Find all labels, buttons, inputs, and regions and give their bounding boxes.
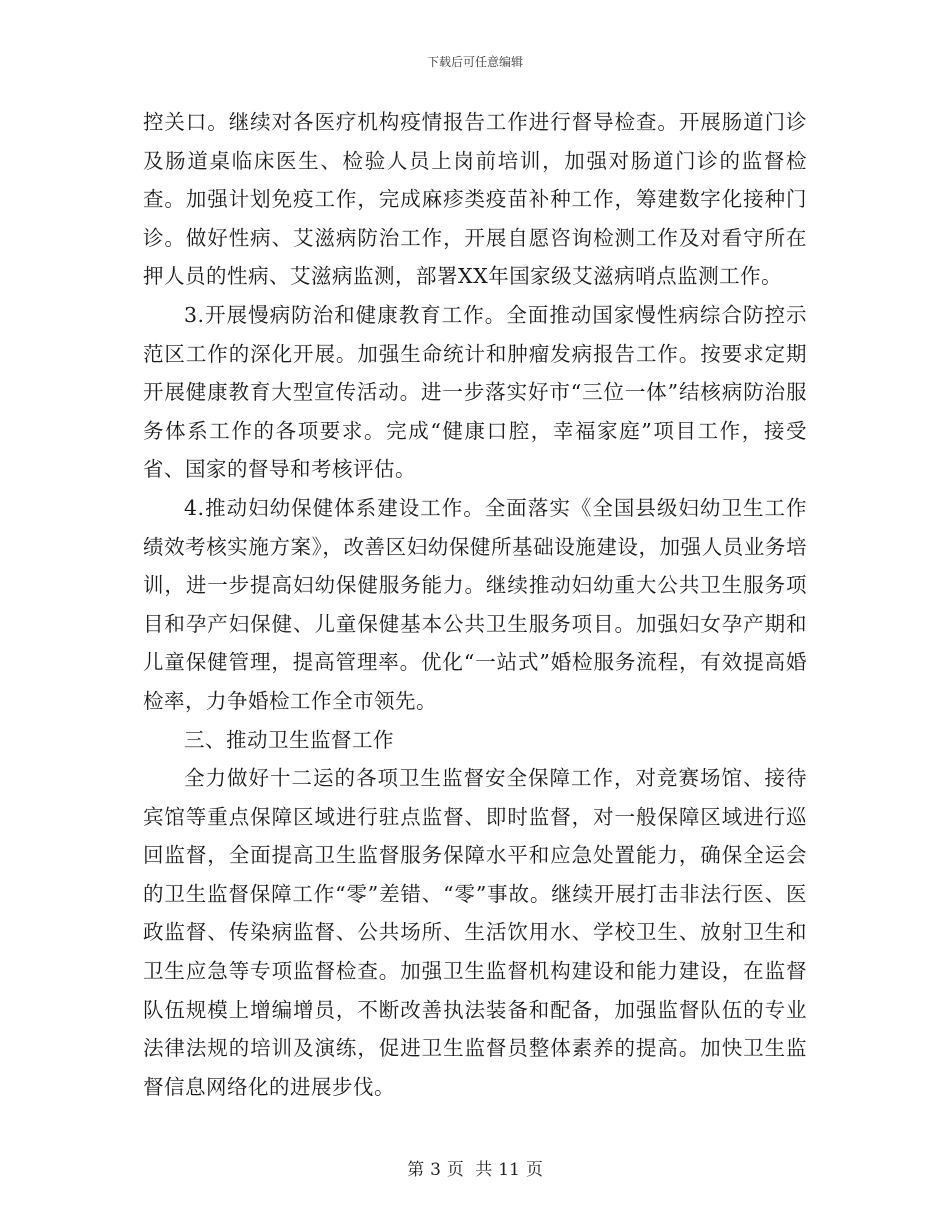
footer-current-page: 3 — [430, 1160, 441, 1180]
document-body — [143, 103, 807, 1106]
footer-label-of: 页 共 — [446, 1160, 493, 1180]
paragraph-continuation: 控关口。继续对各医疗机构疫情报告工作进行督导检查。开展肠道门诊及肠道桌临床医生、检验人员上岗前培训，加强对肠道门诊的监督检查。加强计划免疫工作，完成麻疹类疫苗补种工作，筹建数字化接种门诊。做好性病、艾滋病防治工作，开展自愿咨询检测工作及对看守所在押人员的性病、艾滋病监测，部署XX年国家级艾滋病哨点监测工作。 — [143, 110, 807, 289]
page-number-footer — [0, 1155, 950, 1180]
footer-label-end: 页 — [525, 1160, 543, 1180]
paragraph-maternal-child-health: 4.推动妇幼保健体系建设工作。全面落实《全国县级妇幼卫生工作绩效考核实施方案》，改善区妇幼保健所基础设施建设，加强人员业务培训，进一步提高妇幼保健服务能力。继续推动妇幼重大公共卫生服务项目和孕产妇保健、儿童保健基本公共卫生服务项目。加强妇女孕产期和儿童保健管理，提高管理率。优化“一站式”婚检服务流程，有效提高婚检率，力争婚检工作全市领先。 — [143, 495, 807, 713]
section-heading-health-supervision: 三、推动卫生监督工作 — [184, 727, 394, 752]
footer-label-page: 第 — [407, 1160, 425, 1180]
paragraph-health-supervision: 全力做好十二运的各项卫生监督安全保障工作，对竞赛场馆、接待宾馆等重点保障区域进行驻点监督、即时监督，对一般保障区域进行巡回监督，全面提高卫生监督服务保障水平和应急处置能力，确保全运会的卫生监督保障工作“零”差错、“零”事故。继续开展打击非法行医、医政监督、传染病监督、公共场所、生活饮用水、学校卫生、放射卫生和卫生应急等专项监督检查。加强卫生监督机构建设和能力建设，在监督队伍规模上增编增员，不断改善执法装备和配备，加强监督队伍的专业法律法规的培训及演练，促进卫生监督员整体素养的提高。加快卫生监督信息网络化的进展步伐。 — [143, 766, 807, 1099]
page-header-note: 下载后可任意编辑 — [426, 55, 523, 69]
paragraph-chronic-disease: 3.开展慢病防治和健康教育工作。全面推动国家慢性病综合防控示范区工作的深化开展。加强生命统计和肿瘤发病报告工作。按要求定期开展健康教育大型宣传活动。进一步落实好市“三位一体”结核病防治服务体系工作的各项要求。完成“健康口腔，幸福家庭”项目工作，接受省、国家的督导和考核评估。 — [143, 302, 807, 482]
footer-total-pages: 11 — [498, 1160, 520, 1180]
